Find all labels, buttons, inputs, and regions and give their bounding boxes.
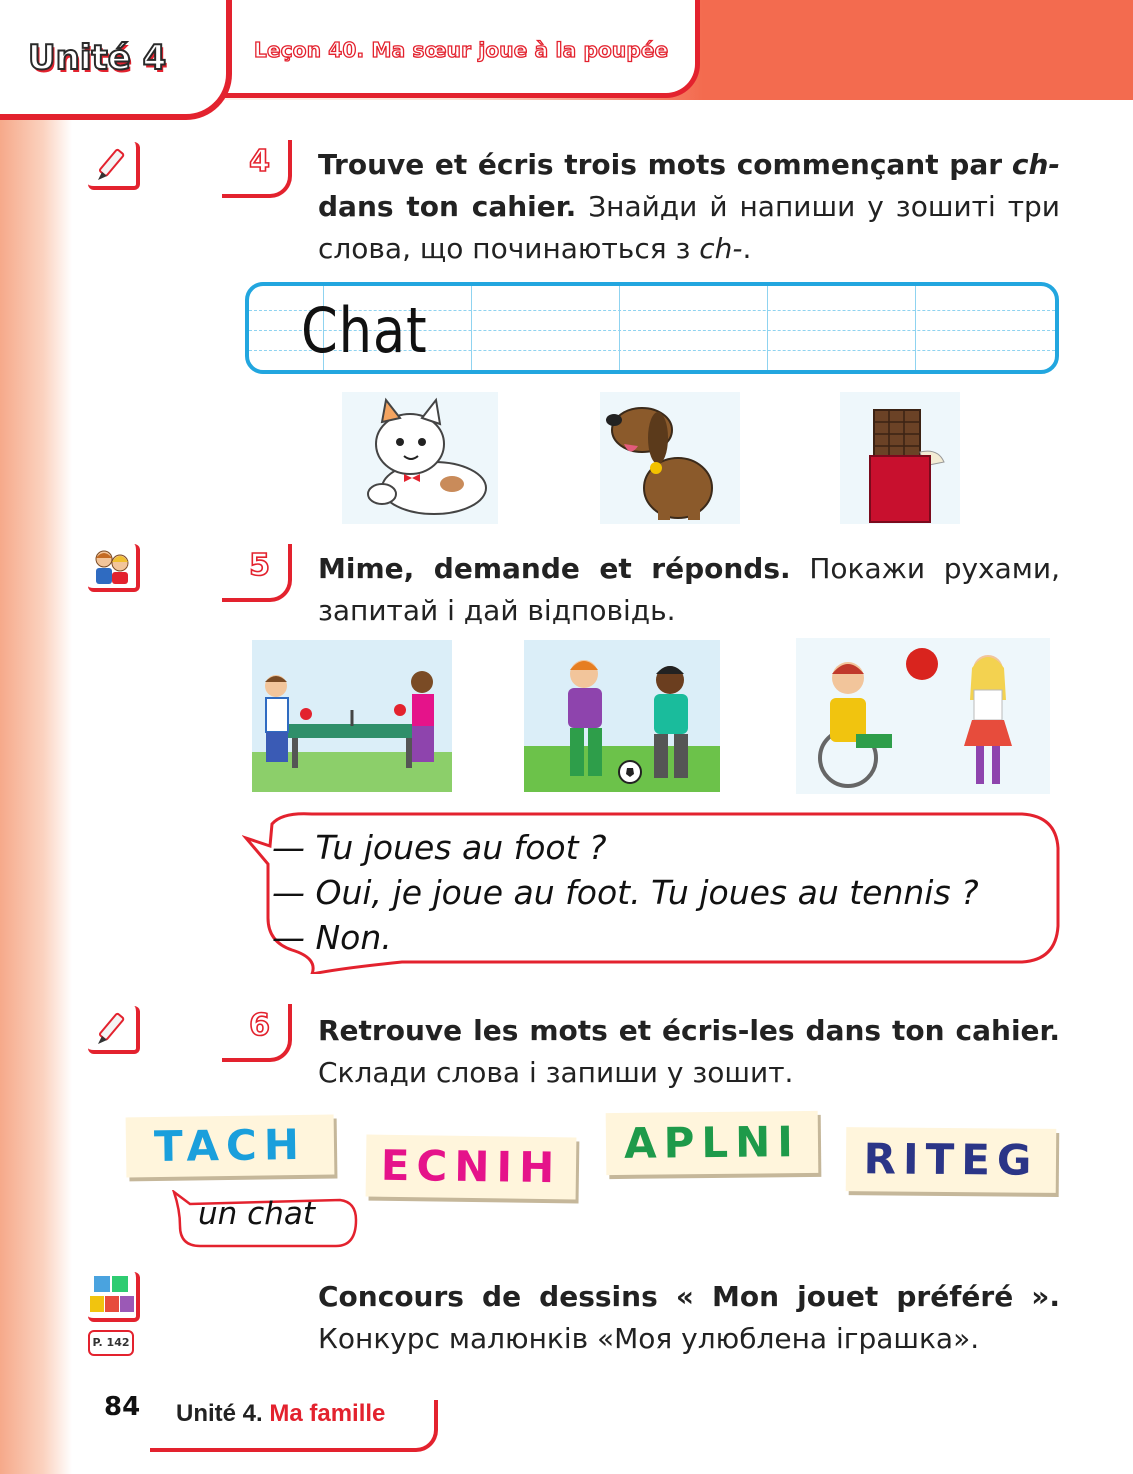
instruction-ua-prefix: ch-	[699, 232, 743, 265]
dog-toy-picture	[600, 392, 740, 524]
handwriting-lines	[245, 282, 1059, 374]
cat-toy-picture	[342, 392, 498, 524]
instruction-ua: Конкурс малюнків «Моя улюблена іграшка».	[318, 1322, 980, 1355]
handwritten-example: Chat	[301, 294, 428, 367]
word-tile-label: TACH	[153, 1119, 307, 1172]
instruction-fr: Retrouve les mots et écris-les dans ton cahier.	[318, 1014, 1060, 1047]
pencil-icon	[88, 1006, 140, 1054]
chocolate-picture	[840, 392, 960, 524]
footer-unit	[176, 1400, 385, 1428]
instruction-fr-1: Trouve et écris trois mots commençant par	[318, 148, 1003, 181]
dialog-line-3: — Non.	[272, 918, 392, 957]
exercise-6-instructions	[318, 1010, 1060, 1094]
ball-game-picture	[796, 638, 1050, 794]
instruction-fr-prefix: ch-	[1011, 148, 1060, 181]
word-tile-3	[606, 1111, 819, 1175]
instruction-ua: Знайди й напиши у зошиті три слова, що починаються з	[318, 190, 1060, 265]
instruction-fr: Mime, demande et réponds.	[318, 552, 791, 585]
exercise-4-number: 4	[222, 140, 292, 198]
left-gradient-band	[0, 0, 72, 1474]
word-tile-2	[366, 1135, 577, 1200]
instruction-ua: Склади слова і запиши у зошит.	[318, 1056, 794, 1089]
table-tennis-picture	[252, 640, 452, 792]
exercise-6-number: 6	[222, 1004, 292, 1062]
page-reference: P. 142	[88, 1330, 134, 1356]
blocks-icon	[88, 1272, 140, 1322]
footer-title: Ma famille	[269, 1400, 386, 1427]
instruction-fr-2: dans ton cahier.	[318, 190, 577, 223]
instruction-fr: Concours de dessins « Mon jouet préféré ».	[318, 1280, 1060, 1313]
word-tile-4	[846, 1127, 1057, 1193]
word-tile-label: RITEG	[863, 1134, 1039, 1185]
football-picture	[524, 640, 720, 792]
instruction-ua: Покажи рухами, запитай і дай відповідь.	[318, 552, 1060, 627]
word-tile-label: APLNI	[623, 1117, 801, 1168]
word-tile-label: ECNIH	[380, 1140, 562, 1193]
footer-unit-label: Unité 4.	[176, 1400, 263, 1427]
children-icon	[88, 544, 140, 592]
instruction-ua-end: .	[742, 232, 752, 265]
unit-label: Unité 4	[28, 38, 167, 78]
word-tile-1	[126, 1115, 335, 1178]
lesson-title: Leçon 40. Ma sœur joue à la poupée	[254, 38, 669, 62]
page-number: 84	[104, 1392, 141, 1422]
exercise-5-number: 5	[222, 544, 292, 602]
answer-example: un chat	[198, 1196, 315, 1232]
dialog-line-1: — Tu joues au foot ?	[272, 828, 607, 867]
pencil-icon	[88, 142, 140, 190]
exercise-4-instructions	[318, 144, 1060, 270]
project-instructions	[318, 1276, 1060, 1360]
exercise-5-instructions	[318, 548, 1060, 632]
dialog-line-2: — Oui, je joue au foot. Tu joues au tennis ?	[272, 873, 979, 912]
